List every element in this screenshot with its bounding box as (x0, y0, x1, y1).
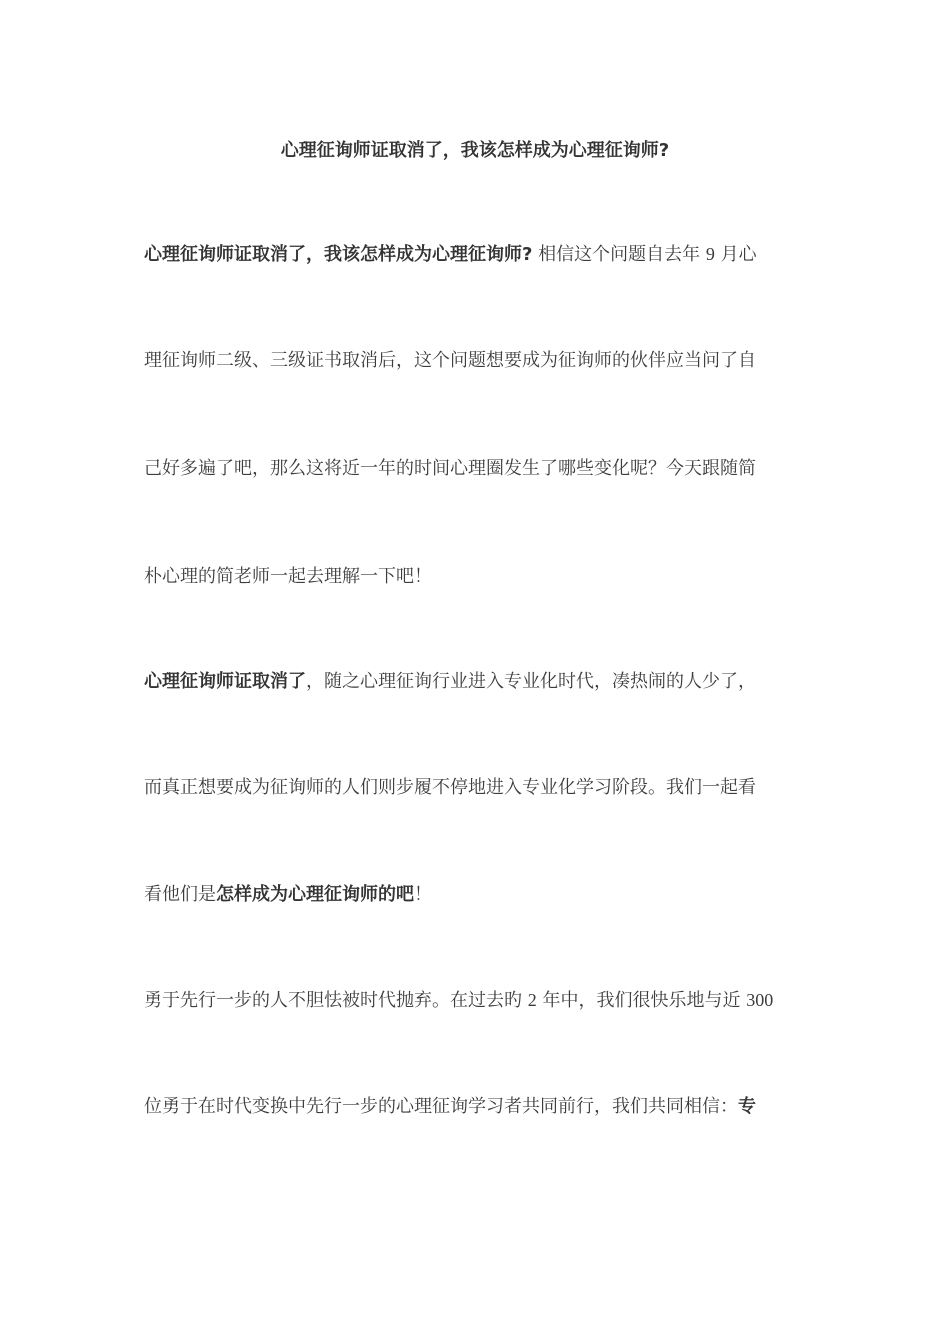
paragraph-2-line-2: 而真正想要成为征询师的人们则步履不停地进入专业化学习阶段。我们一起看 (144, 777, 756, 798)
paragraph-3-line-1-number-2: 300 (746, 990, 774, 1010)
paragraph-2-bold-lead: 心理征询师证取消了 (144, 671, 306, 692)
paragraph-3-line-1-text-a: 勇于先行一步的人不胆怯被时代抛弃。在过去旳 (144, 990, 528, 1011)
paragraph-3-line-2 (144, 1093, 824, 1121)
paragraph-1-bold-lead: 心理征询师证取消了，我该怎样成为心理征询师? (144, 244, 533, 265)
paragraph-2-line-3-text-a: 看他们是 (144, 884, 216, 905)
paragraph-1-line-2: 理征询师二级、三级证书取消后，这个问题想要成为征询师的伙伴应当问了自 (144, 350, 756, 371)
paragraph-3-line-2-bold: 专 (738, 1096, 756, 1117)
paragraph-1-line-1 (144, 240, 824, 269)
paragraph-2-line-3-text-b: ！ (414, 884, 432, 905)
paragraph-3-line-1-text-b: 年中，我们很快乐地与近 (536, 990, 747, 1011)
paragraph-3-line-1 (144, 986, 824, 1015)
paragraph-2-line-3 (144, 881, 824, 909)
paragraph-1-line-1-text-b: 月心 (714, 244, 757, 265)
paragraph-1-line-4: 朴心理的简老师一起去理解一下吧！ (144, 566, 432, 587)
paragraph-2-line-3-bold: 怎样成为心理征询师的吧 (216, 884, 414, 905)
paragraph-2-line-1-text: ，随之心理征询行业进入专业化时代，凑热闹的人少了， (306, 671, 756, 692)
paragraph-2-line-1 (144, 668, 824, 696)
document-title: 心理征询师证取消了，我该怎样成为心理征询师? (280, 140, 670, 161)
paragraph-1-line-1-number: 9 (705, 244, 715, 264)
paragraph-3-line-2-text: 位勇于在时代变换中先行一步的心理征询学习者共同前行，我们共同相信： (144, 1096, 738, 1117)
paragraph-3-line-1-number-1: 2 (527, 990, 537, 1010)
paragraph-1-line-1-text-a: 相信这个问题自去年 (532, 244, 706, 265)
paragraph-1-line-3: 己好多遍了吧，那么这将近一年的时间心理圈发生了哪些变化呢？今天跟随简 (144, 458, 756, 479)
